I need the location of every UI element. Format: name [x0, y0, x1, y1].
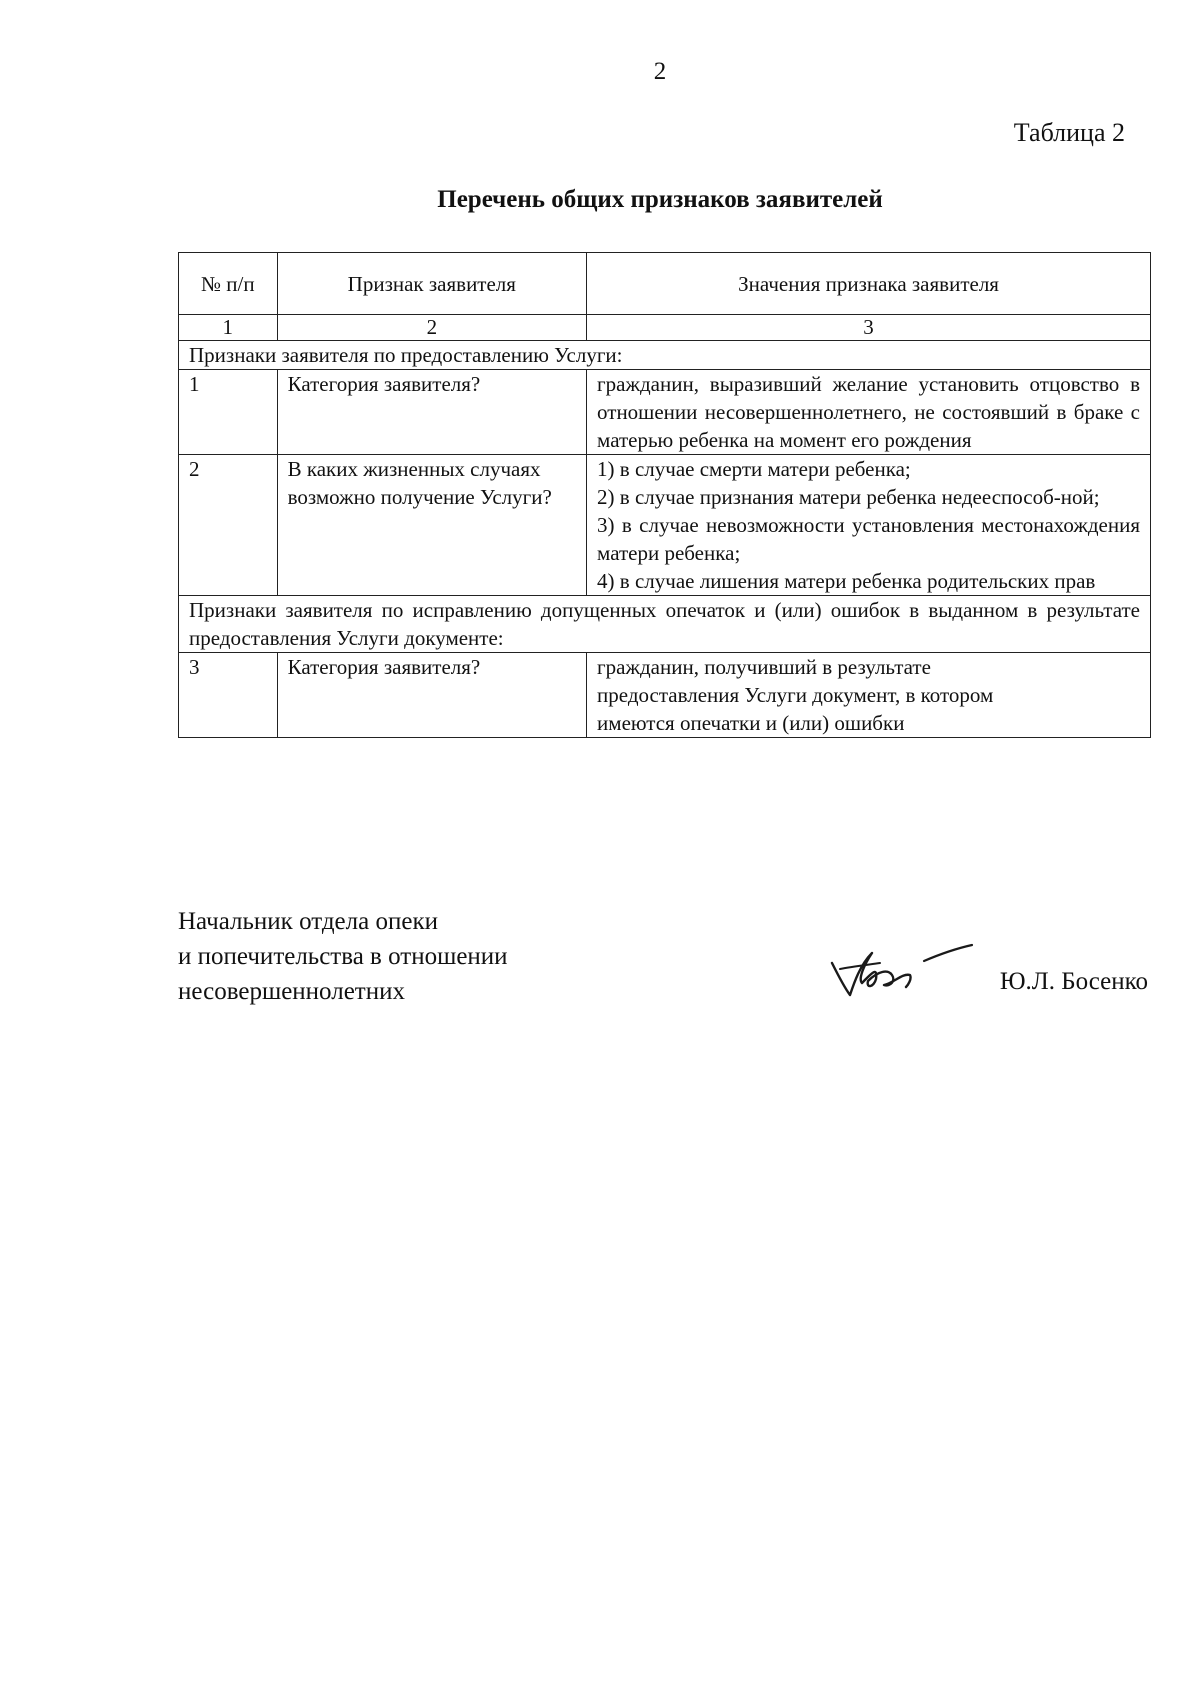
position-line: Начальник отдела опеки	[178, 908, 438, 935]
row-criterion: В каких жизненных случаях возможно получение Услуги?	[277, 455, 586, 596]
value-item: 1) в случае смерти матери ребенка;	[597, 457, 911, 481]
table-row	[179, 653, 1151, 738]
row-value-list	[587, 455, 1151, 596]
table-row	[179, 370, 1151, 455]
signer-name: Ю.Л. Босенко	[999, 968, 1148, 995]
table-caption: Таблица 2	[1013, 118, 1125, 147]
header-number: № п/п	[179, 253, 278, 315]
row-number: 3	[179, 653, 278, 738]
row-number: 1	[179, 370, 278, 455]
signatory-position	[178, 904, 508, 1009]
section-row	[179, 341, 1151, 370]
column-index: 1	[179, 315, 278, 341]
position-line: несовершеннолетних	[178, 978, 405, 1005]
header-criterion: Признак заявителя	[277, 253, 586, 315]
table-row	[179, 455, 1151, 596]
column-index: 2	[277, 315, 586, 341]
value-item: 3) в случае невозможности установления местонахождения матери ребенка;	[597, 513, 1140, 565]
section-title: Признаки заявителя по исправлению допущенных опечаток и (или) ошибок в выданном в результате предоставления Услуги документе:	[179, 596, 1151, 653]
row-value: гражданин, выразивший желание установить отцовство в отношении несовершеннолетнего, не состоявший в браке с матерью ребенка на момент его рождения	[587, 370, 1151, 455]
row-criterion: Категория заявителя?	[277, 653, 586, 738]
value-item: 4) в случае лишения матери ребенка родительских прав	[597, 569, 1096, 593]
applicant-criteria-table	[178, 252, 1151, 738]
row-value: гражданин, получивший в результате предоставления Услуги документ, в котором имеются опечатки и (или) ошибки	[587, 653, 1151, 738]
page-number: 2	[653, 58, 667, 85]
position-line: и попечительства в отношении	[178, 943, 508, 970]
header-values: Значения признака заявителя	[587, 253, 1151, 315]
document-title: Перечень общих признаков заявителей	[437, 186, 883, 213]
row-criterion: Категория заявителя?	[277, 370, 586, 455]
table-header-row	[179, 253, 1151, 315]
section-row	[179, 596, 1151, 653]
value-item: 2) в случае признания матери ребенка недееспособ-ной;	[597, 485, 1100, 509]
column-index: 3	[587, 315, 1151, 341]
section-title: Признаки заявителя по предоставлению Услуги:	[179, 341, 1151, 370]
column-index-row	[179, 315, 1151, 341]
row-number: 2	[179, 455, 278, 596]
handwritten-signature	[820, 935, 980, 1010]
